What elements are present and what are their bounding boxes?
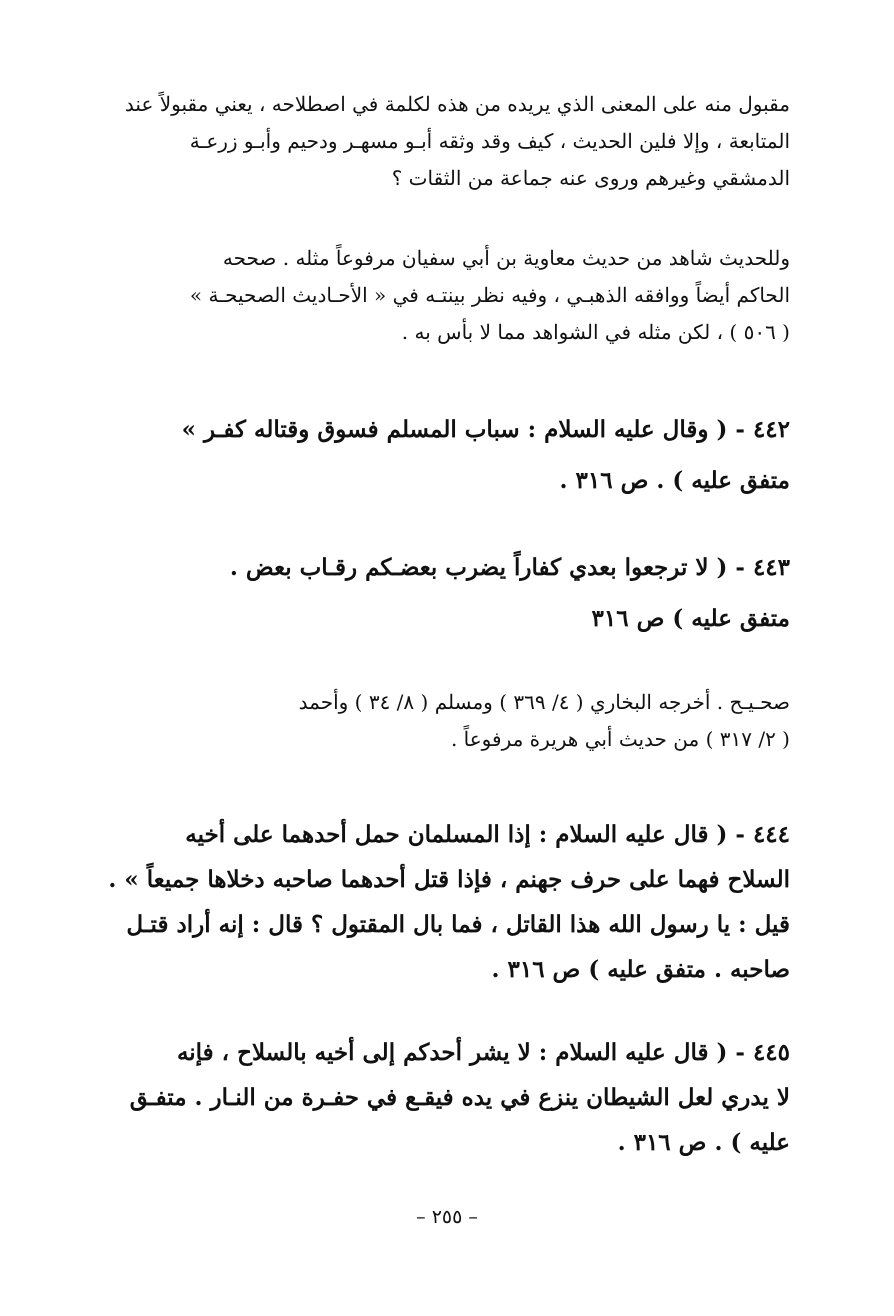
text-line: السلاح فهما على حرف جهنم ، فإذا قتل أحدهما صاحبه دخلاها جميعاً » .: [108, 866, 790, 893]
text-line: المتابعة ، وإلا فلين الحديث ، كيف وقد وثقه أبـو مسهـر ودحيم وأبـو زرعـة: [189, 129, 790, 153]
text-line: مقبول منه على المعنى الذي يريده من هذه لكلمة في اصطلاحه ، يعني مقبولاً عند: [124, 92, 790, 116]
commentary-paragraph-2: [104, 240, 790, 351]
text-line: ( ٥٠٦ ) ، لكن مثله في الشواهد مما لا بأس به .: [401, 320, 790, 344]
text-line: متفق عليه ) ص ٣١٦: [591, 605, 790, 632]
hadith-443: [104, 542, 790, 644]
text-line: وللحديث شاهد من حديث معاوية بن أبي سفيان مرفوعاً مثله . صححه: [222, 246, 790, 270]
hadith-445: [104, 1030, 790, 1165]
text-line: ٤٤٣ - ( لا ترجعوا بعدي كفاراً يضرب بعضـكم رقـاب بعض .: [229, 554, 790, 581]
commentary-paragraph-1: [104, 86, 790, 197]
text-line: الدمشقي وغيرهم وروى عنه جماعة من الثقات ؟: [391, 166, 790, 190]
text-line: لا يدري لعل الشيطان ينزع في يده فيقـع في حفـرة من النـار . متفـق: [129, 1084, 790, 1111]
text-line: متفق عليه ) . ص ٣١٦ .: [559, 467, 790, 494]
text-line: ( ٢/ ٣١٧ ) من حديث أبي هريرة مرفوعاً .: [450, 727, 790, 751]
text-line: ٤٤٢ - ( وقال عليه السلام : سباب المسلم فسوق وقتاله كفـر »: [181, 416, 790, 443]
hadith-444: [104, 812, 790, 992]
text-line: الحاكم أيضاً ووافقه الذهبـي ، وفيه نظر بينتـه في « الأحـاديث الصحيحـة »: [189, 283, 790, 307]
text-line: صحـيـح . أخرجه البخاري ( ٤/ ٣٦٩ ) ومسلم ( ٨/ ٣٤ ) وأحمد: [298, 690, 790, 714]
text-line: قيل : يا رسول الله هذا القاتل ، فما بال المقتول ؟ قال : إنه أراد قتـل: [126, 911, 790, 938]
page-number: – ٢٥٥ –: [416, 1206, 478, 1228]
text-line: ٤٤٥ - ( قال عليه السلام : لا يشر أحدكم إلى أخيه بالسلاح ، فإنه: [176, 1039, 790, 1066]
text-line: عليه ) . ص ٣١٦ .: [617, 1129, 790, 1156]
commentary-paragraph-443: [104, 684, 790, 758]
text-line: ٤٤٤ - ( قال عليه السلام : إذا المسلمان حمل أحدهما على أخيه: [185, 821, 790, 848]
hadith-442: [104, 404, 790, 506]
text-line: صاحبه . متفق عليه ) ص ٣١٦ .: [491, 956, 790, 983]
